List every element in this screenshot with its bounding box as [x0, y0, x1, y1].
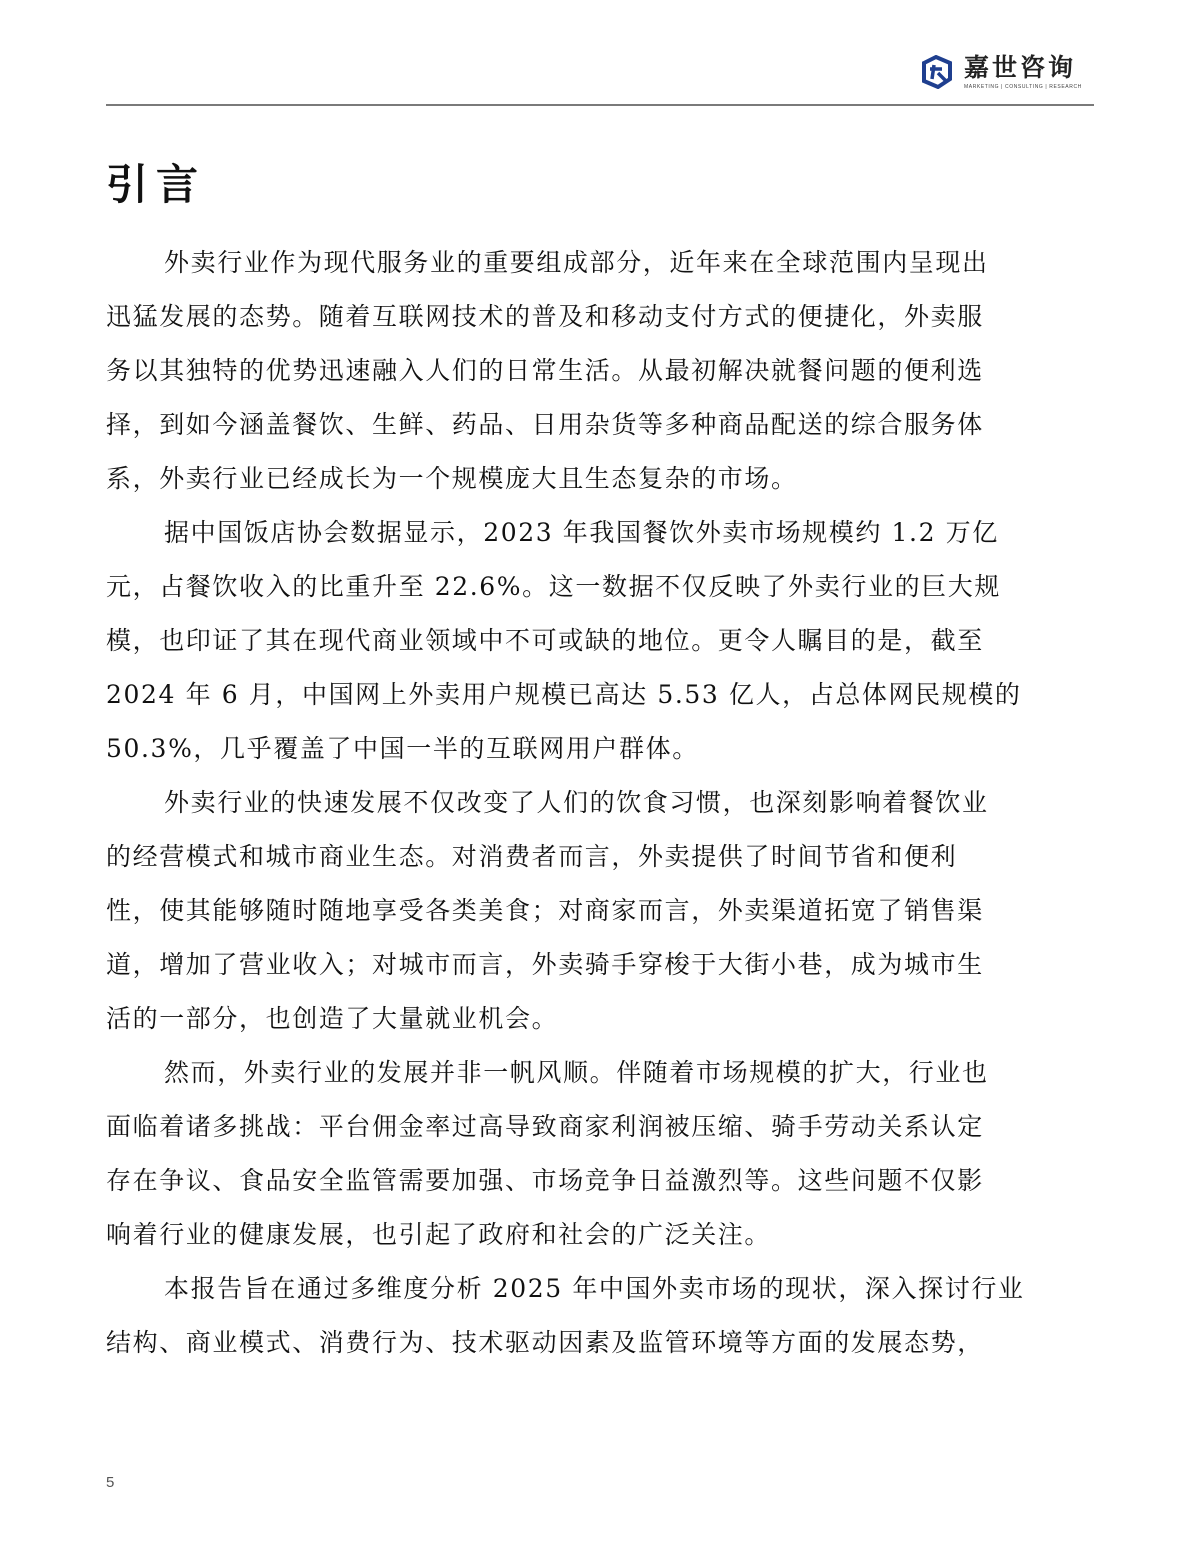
logo-mark-icon	[920, 55, 954, 89]
text-line: 务以其独特的优势迅速融入人们的日常生活。从最初解决就餐问题的便利选	[106, 356, 984, 385]
header-divider	[106, 104, 1094, 106]
paragraph	[106, 506, 1096, 776]
text-line: 本报告旨在通过多维度分析 2025 年中国外卖市场的现状，深入探讨行业	[164, 1274, 1025, 1303]
paragraph	[106, 1046, 1096, 1262]
page-number: 5	[106, 1474, 115, 1491]
logo-name: 嘉世咨询	[964, 53, 1077, 82]
paragraph	[106, 776, 1096, 1046]
text-line: 模，也印证了其在现代商业领域中不可或缺的地位。更令人瞩目的是，截至	[106, 626, 984, 655]
text-line: 外卖行业作为现代服务业的重要组成部分，近年来在全球范围内呈现出	[164, 248, 989, 277]
text-line: 结构、商业模式、消费行为、技术驱动因素及监管环境等方面的发展态势，	[106, 1328, 984, 1357]
text-line: 择，到如今涵盖餐饮、生鲜、药品、日用杂货等多种商品配送的综合服务体	[106, 410, 984, 439]
company-logo	[920, 54, 1082, 90]
text-line: 道，增加了营业收入；对城市而言，外卖骑手穿梭于大街小巷，成为城市生	[106, 950, 984, 979]
text-line: 然而，外卖行业的发展并非一帆风顺。伴随着市场规模的扩大，行业也	[164, 1058, 989, 1087]
text-line: 元，占餐饮收入的比重升至 22.6%。这一数据不仅反映了外卖行业的巨大规	[106, 572, 1001, 601]
text-line: 外卖行业的快速发展不仅改变了人们的饮食习惯，也深刻影响着餐饮业	[164, 788, 989, 817]
text-line: 50.3%，几乎覆盖了中国一半的互联网用户群体。	[106, 734, 699, 763]
logo-tagline: MARKETING | CONSULTING | RESEARCH	[964, 84, 1082, 90]
body-text	[106, 236, 1096, 1370]
text-line: 活的一部分，也创造了大量就业机会。	[106, 1004, 559, 1033]
paragraph	[106, 1262, 1096, 1370]
text-line: 响着行业的健康发展，也引起了政府和社会的广泛关注。	[106, 1220, 772, 1249]
text-line: 的经营模式和城市商业生态。对消费者而言，外卖提供了时间节省和便利	[106, 842, 958, 871]
text-line: 据中国饭店协会数据显示，2023 年我国餐饮外卖市场规模约 1.2 万亿	[164, 518, 999, 547]
section-title: 引言	[106, 160, 207, 209]
text-line: 系，外卖行业已经成长为一个规模庞大且生态复杂的市场。	[106, 464, 798, 493]
text-line: 存在争议、食品安全监管需要加强、市场竞争日益激烈等。这些问题不仅影	[106, 1166, 984, 1195]
text-line: 面临着诸多挑战：平台佣金率过高导致商家利润被压缩、骑手劳动关系认定	[106, 1112, 984, 1141]
paragraph	[106, 236, 1096, 506]
text-line: 迅猛发展的态势。随着互联网技术的普及和移动支付方式的便捷化，外卖服	[106, 302, 984, 331]
text-line: 性，使其能够随时随地享受各类美食；对商家而言，外卖渠道拓宽了销售渠	[106, 896, 984, 925]
text-line: 2024 年 6 月，中国网上外卖用户规模已高达 5.53 亿人，占总体网民规模的	[106, 680, 1022, 709]
